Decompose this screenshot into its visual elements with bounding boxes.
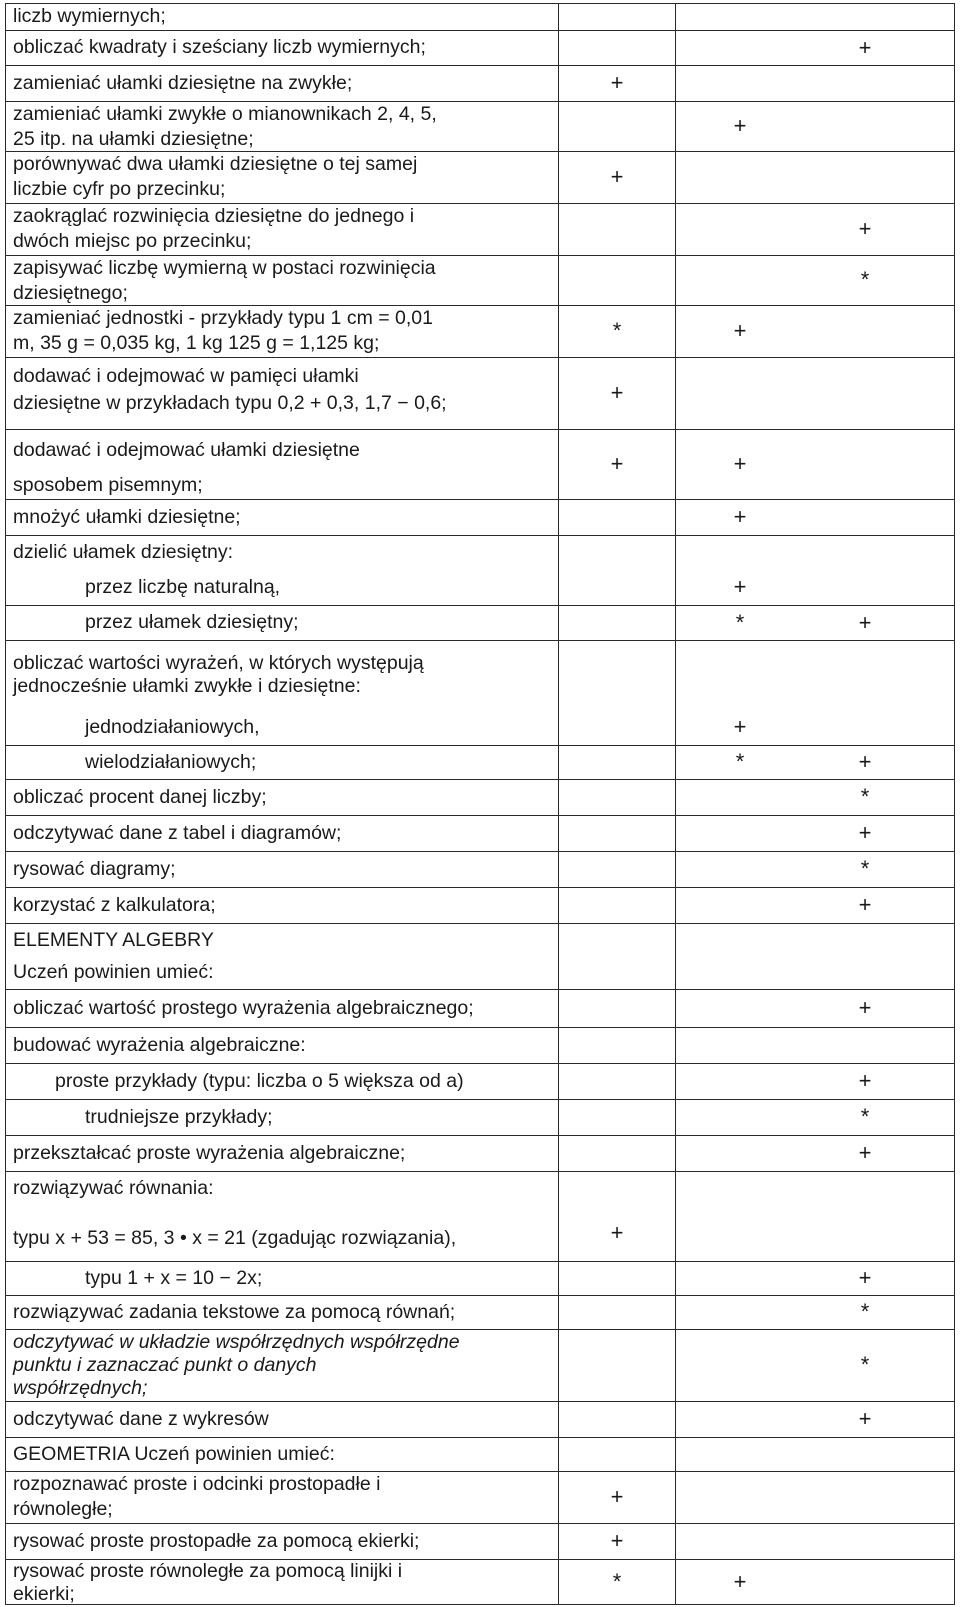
requirement-text: proste przykłady (typu: liczba o 5 większa od a): [55, 1070, 464, 1092]
plus-mark: +: [733, 574, 747, 599]
requirement-text: sposobem pisemnym;: [13, 474, 203, 496]
requirement-text: przez liczbę naturalną,: [85, 576, 281, 598]
table-row: [5, 1063, 955, 1100]
requirement-text: ekierki;: [13, 1583, 75, 1605]
table-row: [5, 709, 955, 746]
plus-mark: +: [733, 714, 747, 739]
table-row: [5, 65, 955, 102]
plus-mark: +: [858, 1265, 872, 1290]
table-row: [5, 1135, 955, 1172]
table-row: [5, 1559, 955, 1605]
requirement-text: obliczać wartości wyrażeń, w których występują: [13, 652, 424, 674]
asterisk-mark: *: [612, 1569, 622, 1594]
plus-mark: +: [610, 451, 624, 476]
requirements-table: [5, 3, 955, 1605]
table-row: [5, 640, 955, 709]
table-row: [5, 101, 955, 152]
table-row: [5, 357, 955, 430]
plus-mark: +: [858, 749, 872, 774]
requirement-text: jednodziałaniowych,: [85, 716, 260, 738]
table-row: [5, 305, 955, 358]
requirement-text: obliczać kwadraty i sześciany liczb wymiernych;: [13, 36, 426, 58]
plus-mark: +: [858, 610, 872, 635]
plus-mark: +: [858, 892, 872, 917]
plus-mark: +: [610, 380, 624, 405]
table-row: [5, 1437, 955, 1472]
plus-mark: +: [610, 1220, 624, 1245]
table-row: [5, 499, 955, 536]
table-row: [5, 255, 955, 306]
table-row: [5, 1295, 955, 1330]
requirement-text: zapisywać liczbę wymierną w postaci rozwinięcia: [13, 257, 436, 279]
table-row: [5, 989, 955, 1028]
plus-mark: +: [610, 1484, 624, 1509]
requirement-text: dzielić ułamek dziesiętny:: [13, 541, 234, 563]
table-row: [5, 1261, 955, 1296]
requirement-text: przez ułamek dziesiętny;: [85, 611, 299, 633]
requirement-text: odczytywać w układzie współrzędnych współrzędne: [13, 1331, 460, 1353]
table-row: [5, 851, 955, 888]
requirement-text: liczb wymiernych;: [13, 5, 166, 27]
plus-mark: +: [858, 820, 872, 845]
requirement-text: jednocześnie ułamki zwykłe i dziesiętne:: [13, 675, 361, 697]
requirement-text: mnożyć ułamki dziesiętne;: [13, 506, 241, 528]
requirement-text: liczbie cyfr po przecinku;: [13, 178, 226, 200]
requirement-text: zamieniać ułamki zwykłe o mianownikach 2, 4, 5,: [13, 103, 437, 125]
asterisk-mark: *: [735, 749, 745, 774]
requirement-text: rysować diagramy;: [13, 858, 176, 880]
table-row: [5, 151, 955, 204]
table-row: [5, 429, 955, 500]
table-row: [5, 887, 955, 924]
requirement-text: przekształcać proste wyrażenia algebraiczne;: [13, 1142, 406, 1164]
plus-mark: +: [610, 70, 624, 95]
table-row: [5, 1523, 955, 1560]
table-row: [5, 203, 955, 256]
requirement-text: odczytywać dane z wykresów: [13, 1408, 269, 1430]
requirement-text: dziesiętnego;: [13, 282, 128, 304]
requirement-text: Uczeń powinien umieć:: [13, 961, 214, 983]
requirement-text: rozwiązywać równania:: [13, 1177, 214, 1199]
table-row: [5, 815, 955, 852]
requirement-text: 25 itp. na ułamki dziesiętne;: [13, 128, 254, 150]
plus-mark: +: [858, 1140, 872, 1165]
table-row: [5, 3, 955, 31]
requirement-text: obliczać procent danej liczby;: [13, 786, 267, 808]
requirement-text: rysować proste równoległe za pomocą linijki i: [13, 1560, 403, 1582]
asterisk-mark: *: [860, 1299, 870, 1324]
plus-mark: +: [858, 995, 872, 1020]
plus-mark: +: [610, 164, 624, 189]
asterisk-mark: *: [860, 856, 870, 881]
requirement-text: dodawać i odejmować w pamięci ułamki: [13, 365, 359, 387]
table-row: [5, 535, 955, 569]
requirement-text: GEOMETRIA Uczeń powinien umieć:: [13, 1443, 335, 1465]
requirement-text: dwóch miejsc po przecinku;: [13, 230, 252, 252]
plus-mark: +: [858, 1406, 872, 1431]
asterisk-mark: *: [860, 784, 870, 809]
requirement-text: dziesiętne w przykładach typu 0,2 + 0,3, 1,7 − 0,6;: [13, 392, 447, 414]
requirement-text: rysować proste prostopadłe za pomocą ekierki;: [13, 1530, 420, 1552]
table-row: [5, 569, 955, 606]
asterisk-mark: *: [735, 610, 745, 635]
plus-mark: +: [610, 1528, 624, 1553]
requirement-text: równoległe;: [13, 1498, 113, 1520]
requirement-text: zamieniać jednostki - przykłady typu 1 cm = 0,01: [13, 307, 433, 329]
requirement-text: dodawać i odejmować ułamki dziesiętne: [13, 439, 360, 461]
requirement-text: odczytywać dane z tabel i diagramów;: [13, 822, 342, 844]
requirement-text: typu x + 53 = 85, 3 • x = 21 (zgadując rozwiązania),: [13, 1227, 457, 1249]
asterisk-mark: *: [860, 1352, 870, 1377]
plus-mark: +: [733, 1569, 747, 1594]
plus-mark: +: [733, 318, 747, 343]
requirement-text: ELEMENTY ALGEBRY: [13, 929, 214, 951]
table-row: [5, 1027, 955, 1064]
table-row: [5, 1329, 955, 1402]
requirement-text: trudniejsze przykłady;: [85, 1106, 273, 1128]
plus-mark: +: [858, 35, 872, 60]
plus-mark: +: [858, 216, 872, 241]
table-row: [5, 745, 955, 780]
asterisk-mark: *: [612, 318, 622, 343]
requirement-text: obliczać wartość prostego wyrażenia algebraicznego;: [13, 997, 474, 1019]
asterisk-mark: *: [860, 1104, 870, 1129]
table-row: [5, 779, 955, 816]
plus-mark: +: [733, 113, 747, 138]
requirement-text: typu 1 + x = 10 − 2x;: [85, 1267, 263, 1289]
requirement-text: rozwiązywać zadania tekstowe za pomocą równań;: [13, 1301, 456, 1323]
plus-mark: +: [733, 451, 747, 476]
plus-mark: +: [733, 504, 747, 529]
table-row: [5, 1205, 955, 1262]
requirement-text: zamieniać ułamki dziesiętne na zwykłe;: [13, 72, 353, 94]
requirement-text: zaokrąglać rozwinięcia dziesiętne do jednego i: [13, 205, 415, 227]
table-row: [5, 1401, 955, 1438]
requirement-text: budować wyrażenia algebraiczne:: [13, 1034, 306, 1056]
table-row: [5, 1471, 955, 1524]
asterisk-mark: *: [860, 267, 870, 292]
requirement-text: współrzędnych;: [13, 1377, 148, 1399]
requirement-text: m, 35 g = 0,035 kg, 1 kg 125 g = 1,125 kg;: [13, 332, 380, 354]
table-row: [5, 605, 955, 641]
requirement-text: wielodziałaniowych;: [85, 751, 257, 773]
requirement-text: rozpoznawać proste i odcinki prostopadłe i: [13, 1473, 381, 1495]
table-row: [5, 30, 955, 66]
table-row: [5, 1099, 955, 1136]
requirement-text: porównywać dwa ułamki dziesiętne o tej samej: [13, 153, 418, 175]
table-row: [5, 923, 955, 990]
requirement-text: korzystać z kalkulatora;: [13, 894, 216, 916]
table-row: [5, 1171, 955, 1205]
plus-mark: +: [858, 1068, 872, 1093]
requirement-text: punktu i zaznaczać punkt o danych: [13, 1354, 317, 1376]
